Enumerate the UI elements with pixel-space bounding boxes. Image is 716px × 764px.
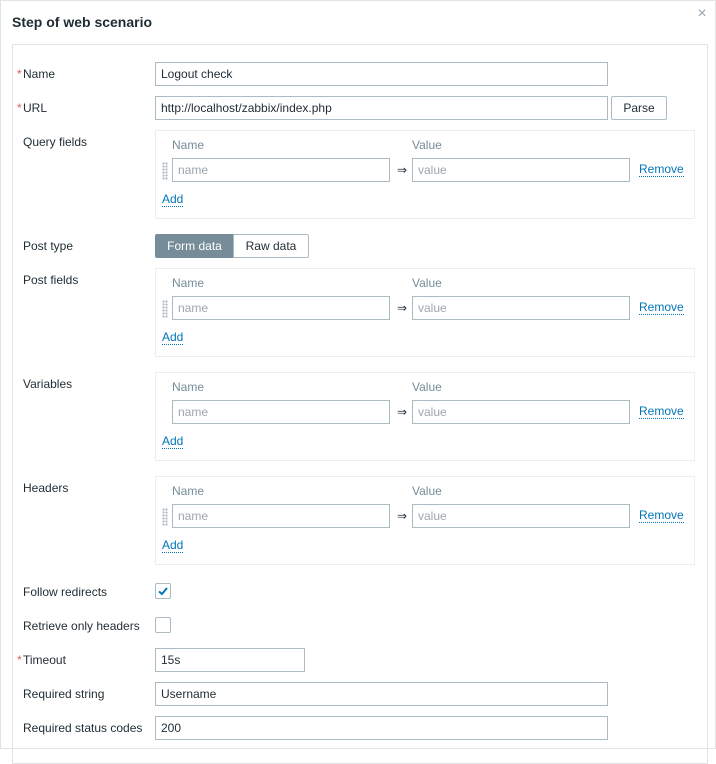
query-add-link[interactable]: Add (162, 192, 184, 206)
post-add-link[interactable]: Add (162, 330, 184, 344)
form-data-button[interactable]: Form data (155, 234, 234, 258)
post-remove-link[interactable]: Remove (639, 300, 684, 314)
headers-add-link[interactable]: Add (162, 538, 184, 552)
variables-remove-link[interactable]: Remove (639, 404, 684, 418)
url-label: * URL (17, 101, 48, 115)
arrow-icon: ⇒ (396, 301, 408, 315)
query-value-input[interactable]: value (412, 158, 630, 182)
drag-handle-icon[interactable] (162, 162, 168, 180)
required-status-codes-field[interactable] (155, 716, 608, 740)
post-value-header: Value (412, 276, 442, 290)
variables-label: Variables (23, 377, 73, 391)
timeout-label: * Timeout (17, 653, 66, 667)
retrieve-only-headers-checkbox[interactable] (155, 617, 171, 633)
checkmark-icon (157, 585, 169, 597)
url-field[interactable] (155, 96, 608, 120)
retrieve-only-headers-label: Retrieve only headers (23, 619, 140, 633)
headers-value-input[interactable]: value (412, 504, 630, 528)
post-value-input[interactable]: value (412, 296, 630, 320)
required-string-label: Required string (23, 687, 105, 701)
close-icon[interactable]: × (697, 5, 707, 22)
variables-value-input[interactable]: value (412, 400, 630, 424)
name-field[interactable] (155, 62, 608, 86)
parse-button[interactable]: Parse (611, 96, 667, 120)
required-status-codes-label: Required status codes (23, 721, 143, 735)
query-name-input[interactable]: name (172, 158, 390, 182)
variables-table (155, 372, 695, 461)
headers-value-header: Value (412, 484, 442, 498)
drag-handle-icon[interactable] (162, 300, 168, 318)
query-fields-table (155, 130, 695, 219)
arrow-icon: ⇒ (396, 509, 408, 523)
query-remove-link[interactable]: Remove (639, 162, 684, 176)
variables-value-header: Value (412, 380, 442, 394)
post-fields-label: Post fields (23, 273, 79, 287)
arrow-icon: ⇒ (396, 405, 408, 419)
headers-remove-link[interactable]: Remove (639, 508, 684, 522)
headers-name-input[interactable]: name (172, 504, 390, 528)
arrow-icon: ⇒ (396, 163, 408, 177)
dialog-title: Step of web scenario (12, 14, 153, 30)
name-label: * Name (17, 67, 56, 81)
required-string-field[interactable] (155, 682, 608, 706)
variables-name-header: Name (172, 380, 205, 394)
headers-name-header: Name (172, 484, 205, 498)
variables-add-link[interactable]: Add (162, 434, 184, 448)
raw-data-button[interactable]: Raw data (233, 234, 309, 258)
query-value-header: Value (412, 138, 442, 152)
post-fields-table (155, 268, 695, 357)
follow-redirects-checkbox[interactable] (155, 583, 171, 599)
post-name-input[interactable]: name (172, 296, 390, 320)
query-fields-label: Query fields (23, 135, 88, 149)
query-name-header: Name (172, 138, 205, 152)
post-type-label: Post type (23, 239, 74, 253)
follow-redirects-label: Follow redirects (23, 585, 108, 599)
headers-table (155, 476, 695, 565)
headers-label: Headers (23, 481, 69, 495)
drag-handle-icon[interactable] (162, 508, 168, 526)
timeout-field[interactable] (155, 648, 305, 672)
variables-name-input[interactable]: name (172, 400, 390, 424)
post-name-header: Name (172, 276, 205, 290)
